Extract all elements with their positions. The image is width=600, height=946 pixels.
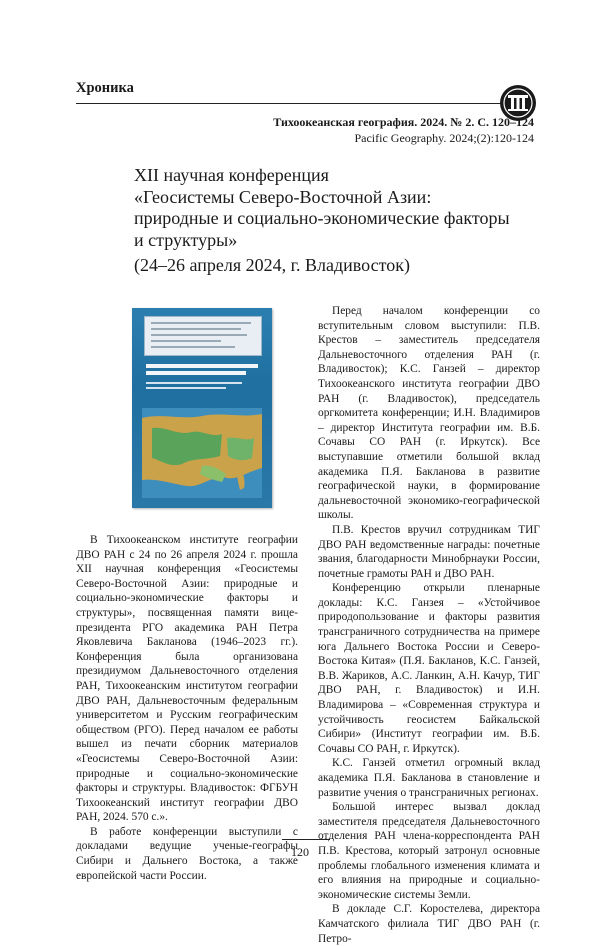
- paragraph: Конференцию открыли пленарные доклады: К.С. Ганзея – «Устойчивое природопользование и факторы развития трансграничного сотрудничества на примере юга Дальнего Востока России и Северо-Востока Китая» (П.Я. Бакланов, К.С. Ганзей, В.В. Жариков, А.С. Ланкин, А.Н. Качур, ТИГ ДВО РАН, г. Владивосток) и И.Н. Владимирова – «Современная структура и устойчивость геосистем Байкальской Сибири» (Институт географии им. В.Б. Сочавы СО РАН, г. Иркутск).: [318, 582, 540, 755]
- cover-text-line: [151, 346, 235, 348]
- cover-title-bar: [146, 371, 246, 375]
- conference-dates: (24–26 апреля 2024, г. Владивосток): [134, 255, 410, 275]
- paragraph: В работе конференции выступили с докладами ведущие ученые-географы Сибири и Дальнего Востока, а также европейской части России.: [76, 825, 298, 882]
- article-title: [134, 165, 514, 251]
- cover-text-line: [151, 340, 221, 342]
- title-line: и структуры»: [134, 229, 238, 250]
- cover-title-bar: [146, 364, 258, 368]
- paragraph: Перед началом конференции со вступительным словом выступили: П.В. Крестов – заместитель председателя Дальневосточного отделения РАН (г. Владивосток); К.С. Ганзей – директор Тихоокеанского института географии ДВО РАН (г. Владивосток), председатель оргкомитета конференции; И.Н. Владимиров – директор Института географии им. В.Б. Сочавы СО РАН (г. Иркутск). Все выступавшие отметили большой вклад академика П.Я. Бакланова в развитие географической науки, в формирование дальневосточной экономико-географической школы.: [318, 305, 540, 522]
- title-line: «Геосистемы Северо-Восточной Азии:: [134, 186, 432, 207]
- citation-ru: Тихоокеанская география. 2024. № 2. С. 120–124: [273, 115, 534, 129]
- footer-rule: [282, 839, 330, 840]
- title-line: XII научная конференция: [134, 165, 329, 185]
- paragraph: В докладе С.Г. Коростелева, директора Камчатского филиала ТИГ ДВО РАН (г. Петро-: [318, 903, 540, 945]
- left-column: [76, 533, 298, 883]
- paragraph: П.В. Крестов вручил сотрудникам ТИГ ДВО РАН ведомственные награды: почетные звания, благодарности Минобрнауки России, почетные грамоты РАН и ДВО РАН.: [318, 523, 540, 580]
- section-label: Хроника: [76, 80, 134, 96]
- map-illustration-icon: [142, 408, 262, 498]
- page-number: 120: [291, 845, 309, 859]
- paragraph: К.С. Ганзей отметил огромный вклад академика П.Я. Бакланова в становление и развитие учения о трансграничных регионах.: [318, 757, 540, 799]
- cover-text-line: [151, 322, 251, 324]
- cover-text-line: [151, 328, 241, 330]
- cover-subtitle-bar: [146, 387, 226, 389]
- cover-text-line: [151, 334, 247, 336]
- paragraph: Большой интерес вызвал доклад заместителя председателя Дальневосточного отделения РАН члена-корреспондента РАН П.В. Крестова, который затронул основные проблемы глобального изменения климата и его влияния на природные и социально-экономические системы Земли.: [318, 801, 540, 901]
- header-rule: [76, 103, 508, 104]
- cover-header-block: [144, 316, 262, 356]
- book-cover-image: [132, 308, 272, 508]
- paragraph: В Тихоокеанском институте географии ДВО РАН с 24 по 26 апреля 2024 г. прошла XII научная конференция «Геосистемы Северо-Восточной Азии: природные и социально-экономические факторы и структуры», посвященная памяти вице-президента РГО академика РАН Петра Яковлевича Бакланова (1946–2023 гг.). Конференция была организована президиумом Дальневосточного отделения РАН, Тихоокеанским институтом географии ДВО РАН, Дальневосточным федеральным университетом и Русским географическим обществом (РГО). Перед началом ее работы вышел из печати сборник материалов «Геосистемы Северо-Восточной Азии: природные и социально-экономические факторы и структуры. Владивосток: ФГБУН Тихоокеанский институт географии ДВО РАН, 2024. 570 с.».: [76, 534, 298, 824]
- cover-subtitle-bar: [146, 382, 242, 384]
- citation-en: Pacific Geography. 2024;(2):120-124: [354, 131, 534, 145]
- title-line: природные и социально-экономические факторы: [134, 208, 510, 228]
